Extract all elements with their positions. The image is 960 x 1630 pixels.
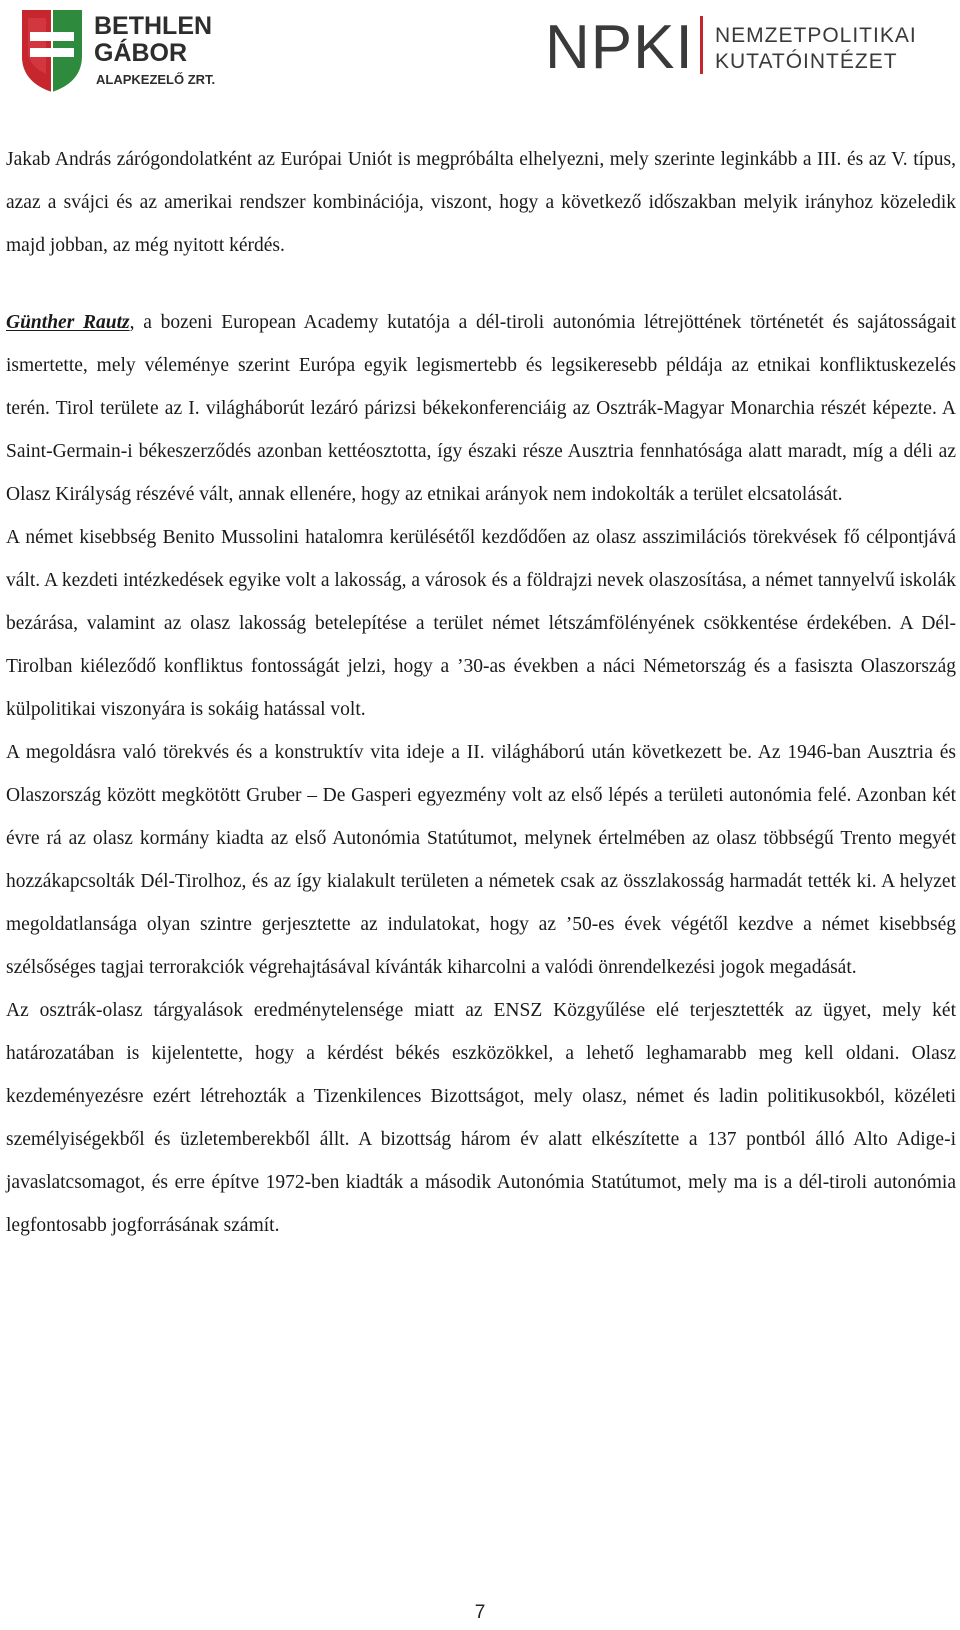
npki-logo — [545, 10, 945, 80]
shield-icon — [22, 10, 82, 92]
paragraph-2 — [6, 301, 956, 516]
speaker-name: Günther Rautz — [6, 312, 130, 333]
paragraph-4: A megoldásra való törekvés és a konstruktív vita ideje a II. világháború után következett be. Az 1946-ban Ausztria és Olaszország között megkötött Gruber – De Gasperi egyezmény volt az első lépés a területi autonómia felé. Azonban két évre rá az olasz kormány kiadta az első Autonómia Statútumot, melynek értelmében az olasz többségű Trento megyét hozzákapcsolták Dél-Tirolhoz, és az így kialakult területen a németek csak az összlakosság harmadát tették ki. A helyzet megoldatlansága olyan szintre gerjesztette az indulatokat, hogy az ’50-es évek végétől kezdve a német kisebbség szélsőséges tagjai terrorakciók végrehajtásával kívánták kiharcolni a valódi önrendelkezési jogok megadását. — [6, 742, 956, 978]
npki-divider — [700, 16, 703, 74]
paragraph-5: Az osztrák-olasz tárgyalások eredménytelensége miatt az ENSZ Közgyűlése elé terjesztették az ügyet, mely két határozatában is kijelentette, hogy a kérdést békés eszközökkel, a lehető leghamarabb meg kell oldani. Olasz kezdeményezésre ezért létrehozták a Tizenkilences Bizottságot, mely olasz, német és ladin politikusokból, közéleti személyiségekből és üzletemberekből állt. A bizottság három év alatt elkészítette a 137 pontból álló Alto Adige-i javaslatcsomagot, és erre építve 1972-ben kiadták a második Autonómia Statútumot, mely ma is a dél-tiroli autonómia legfontosabb jogforrásának számít. — [6, 1000, 956, 1236]
paragraph-1: Jakab András zárógondolatként az Európai Uniót is megpróbálta elhelyezni, mely szerinte leginkább a III. és az V. típus, azaz a svájci és az amerikai rendszer kombinációja, viszont, hogy a következő időszakban melyik irányhoz közeledik majd jobban, az még nyitott kérdés. — [6, 149, 956, 256]
npki-line-nemzetpolitikai: NEMZETPOLITIKAI — [715, 24, 917, 47]
npki-mark: NPKI — [545, 13, 694, 80]
npki-line-kutatointezet: KUTATÓINTÉZET — [715, 50, 898, 73]
paragraph-2-text: , a bozeni European Academy kutatója a dél-tiroli autonómia létrejöttének történetét és sajátosságait ismertette, mely véleménye szerint Európa egyik legismertebb és legsikeresebb példája az etnikai konfliktuskezelés terén. Tirol területe az I. világháborút lezáró párizsi békekonferenciáig az Osztrák-Magyar Monarchia részét képezte. A Saint-Germain-i békeszerződés azonban kettéosztotta, így északi része Ausztria fennhatósága alatt maradt, míg a déli az Olasz Királyság részévé vált, annak ellenére, hogy az etnikai arányok nem indokolták a terület elcsatolását. — [6, 312, 956, 505]
document-body — [6, 138, 956, 1247]
logo-line-bethlen: BETHLEN — [94, 12, 213, 40]
paragraph-3: A német kisebbség Benito Mussolini hatalomra kerülésétől kezdődően az olasz asszimilációs törekvések fő célpontjává vált. A kezdeti intézkedések egyike volt a lakosság, a városok és a földrajzi nevek olaszosítása, a német tannyelvű iskolák bezárása, valamint az olasz lakosság betelepítése a terület német létszámfölényének csökkentése érdekében. A Dél-Tirolban kiéleződő konfliktus fontosságát jelzi, hogy a ’30-as években a náci Németország és a fasiszta Olaszország külpolitikai viszonyára is sokáig hatással volt. — [6, 527, 956, 720]
page-header — [0, 0, 960, 100]
logo-line-alapkezelo: ALAPKEZELŐ ZRT. — [96, 72, 216, 87]
bethlen-gabor-logo — [18, 4, 228, 94]
logo-line-gabor: GÁBOR — [94, 39, 188, 67]
page-number: 7 — [474, 1602, 486, 1623]
